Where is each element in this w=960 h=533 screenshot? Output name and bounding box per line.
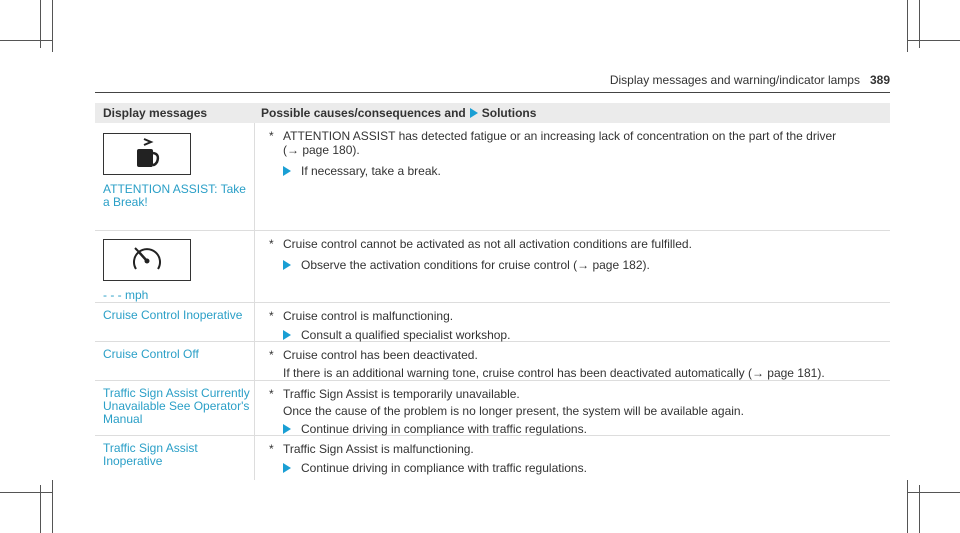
message-cell <box>95 342 255 380</box>
cause-cell: * Traffic Sign Assist is temporarily unavailable. Once the cause of the problem is no longer present, the system will be available again. Continue driving in compliance with traffic regulations. <box>255 381 890 435</box>
display-messages-table <box>95 103 890 480</box>
message-cell <box>95 303 255 341</box>
message-cell <box>95 123 255 230</box>
arrow-right-icon <box>283 330 291 340</box>
cause-cell: * Cruise control has been deactivated. If there is an additional warning tone, cruise control has been deactivated automatically (→ page 181). <box>269 348 825 380</box>
arrow-right-icon <box>470 108 478 118</box>
crop-mark <box>0 40 52 41</box>
solution-step: Continue driving in compliance with traffic regulations. <box>269 461 890 475</box>
table-row <box>95 342 890 381</box>
table-row <box>95 381 890 436</box>
solution-step: Observe the activation conditions for cruise control (→ page 182). <box>269 258 890 272</box>
cause-cell: * Cruise control is malfunctioning. Consult a qualified specialist workshop. <box>255 303 890 341</box>
arrow-right-icon <box>283 166 291 176</box>
message-label: Cruise Control Inoperative <box>103 308 243 322</box>
crop-mark <box>908 40 960 41</box>
table-header <box>95 103 890 123</box>
crop-mark <box>907 480 908 533</box>
crop-mark <box>908 492 960 493</box>
table-row <box>95 436 890 480</box>
solution-step: Continue driving in compliance with traffic regulations. <box>269 422 890 436</box>
table-row <box>95 123 890 231</box>
header-rule <box>95 92 890 93</box>
cause-cell: * Cruise control cannot be activated as not all activation conditions are fulfilled. Observe the activation conditions for cruise control (→ page 182). <box>255 231 890 302</box>
message-label: Traffic Sign Assist Inoperative <box>103 441 198 468</box>
crop-mark <box>907 0 908 52</box>
message-cell <box>95 436 255 480</box>
arrow-right-icon <box>283 463 291 473</box>
solution-step: Consult a qualified specialist workshop. <box>269 328 890 342</box>
message-cell <box>95 381 255 435</box>
arrow-right-icon <box>283 424 291 434</box>
page-number: 389 <box>869 73 890 87</box>
crop-mark <box>0 492 52 493</box>
col-header-causes: Possible causes/consequences and Solutions <box>261 106 537 120</box>
table-row <box>95 231 890 303</box>
message-cell <box>95 231 255 302</box>
running-title: Display messages and warning/indicator lamps <box>609 73 860 87</box>
message-label: - - - mph <box>103 288 149 302</box>
table-row <box>95 303 890 342</box>
coffee-cup-icon <box>103 133 191 175</box>
message-label: Cruise Control Off <box>103 347 199 361</box>
crop-mark <box>52 480 53 533</box>
speedometer-icon <box>103 239 191 281</box>
message-label: Traffic Sign Assist Currently Unavailable See Operator's Manual <box>103 386 250 426</box>
cause-cell: * Traffic Sign Assist is malfunctioning. Continue driving in compliance with traffic regulations. <box>255 436 890 480</box>
solution-step: If necessary, take a break. <box>269 164 890 178</box>
col-header-messages: Display messages <box>103 106 208 120</box>
arrow-right-icon <box>283 260 291 270</box>
cause-cell: * ATTENTION ASSIST has detected fatigue or an increasing lack of concentration on the part of the driver (→ page 180). If necessary, take a break. <box>255 123 890 230</box>
message-label: ATTENTION ASSIST: Take a Break! <box>103 182 246 209</box>
running-header <box>560 73 890 87</box>
crop-mark <box>52 0 53 52</box>
